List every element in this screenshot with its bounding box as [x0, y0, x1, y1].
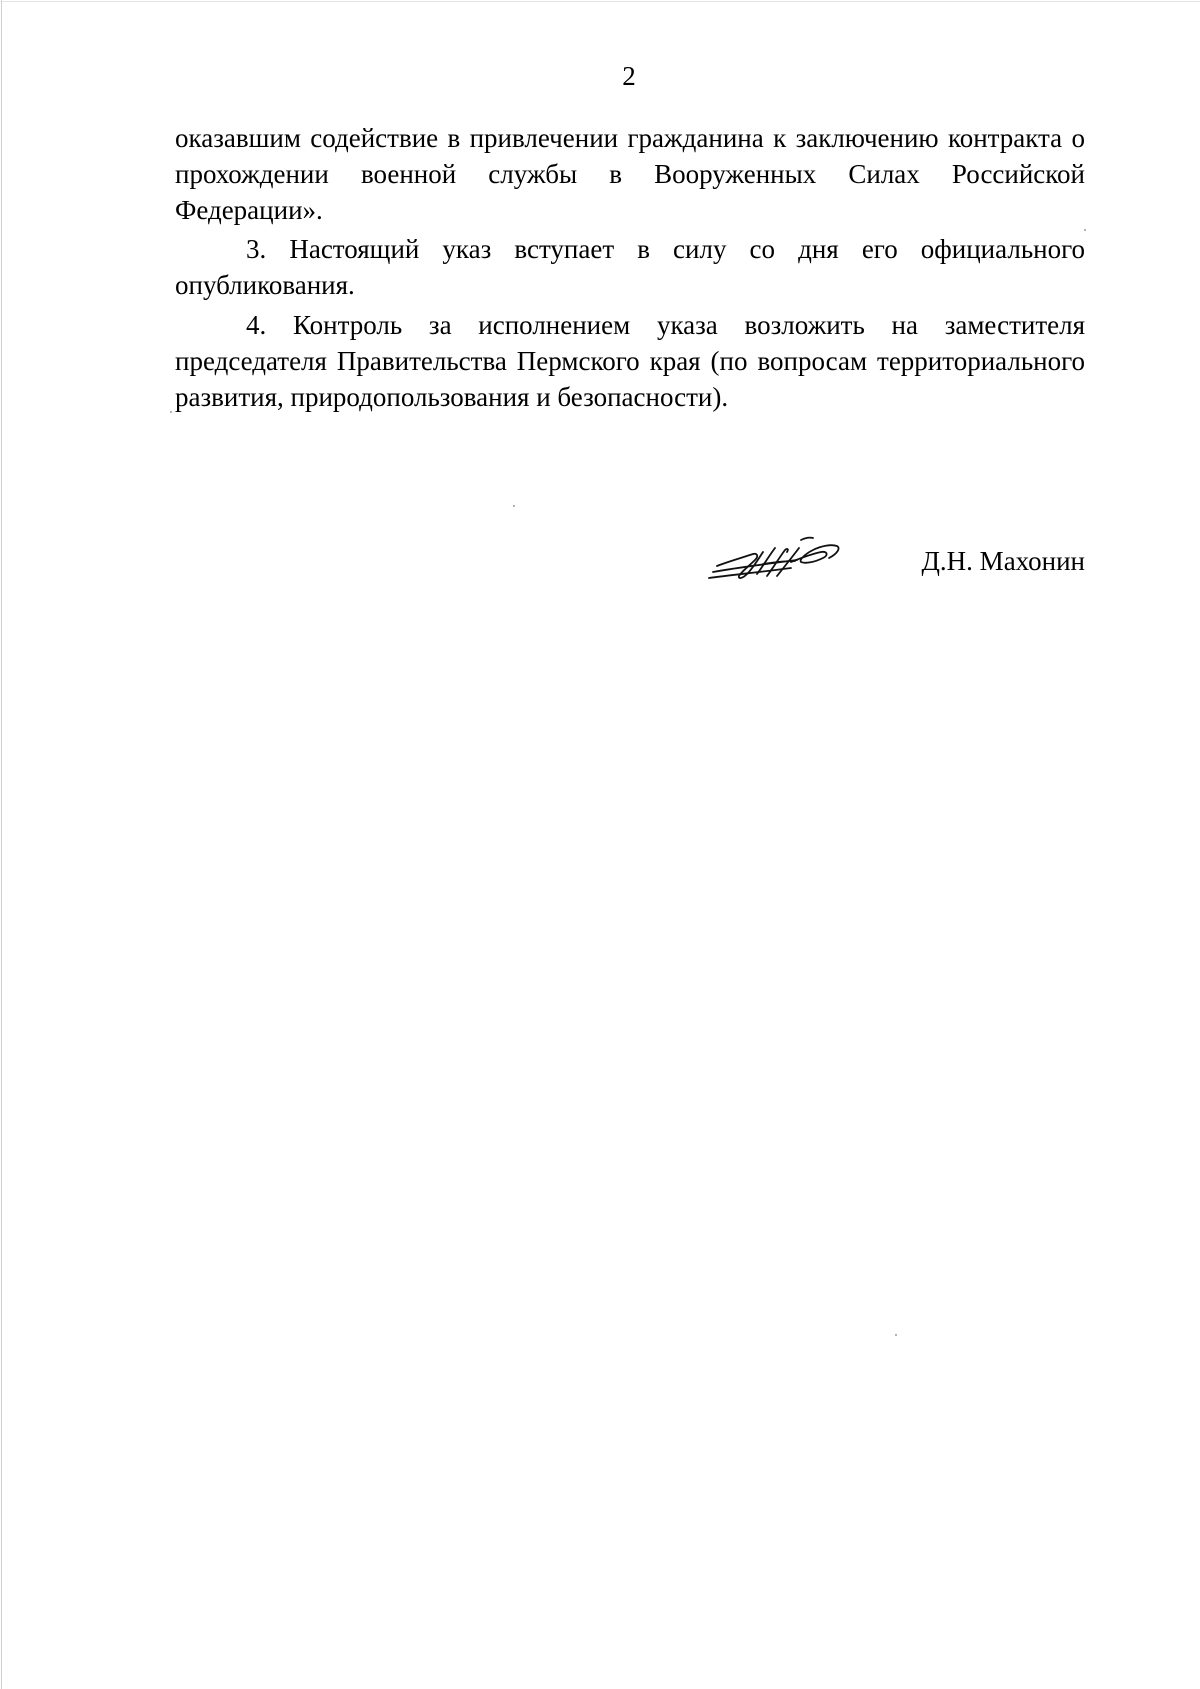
- scan-speck: [895, 1334, 897, 1336]
- paragraph-item-4: 4. Контроль за исполнением указа возложить на заместителя председателя Правительства Пермского края (по вопросам территориального развития, природопользования и безопасности).: [175, 309, 1085, 412]
- document-body: [175, 121, 1085, 415]
- handwritten-signature-icon: [705, 528, 875, 588]
- page-number: 2: [622, 61, 636, 91]
- scan-speck: [170, 411, 172, 413]
- signer-name: Д.Н. Махонин: [921, 546, 1085, 576]
- paragraph-item-3: 3. Настоящий указ вступает в силу со дня его официального опубликования.: [175, 234, 1085, 301]
- signature-block: [705, 528, 1085, 598]
- scan-edge-left: [1, 0, 2, 1689]
- scan-speck: [513, 505, 515, 507]
- paragraph-continuation: оказавшим содействие в привлечении гражданина к заключению контракта о прохождении военной службы в Вооруженных Силах Российской Федерации».: [175, 123, 1085, 225]
- scan-speck: [1084, 229, 1086, 231]
- scan-edge-top: [0, 1, 1200, 2]
